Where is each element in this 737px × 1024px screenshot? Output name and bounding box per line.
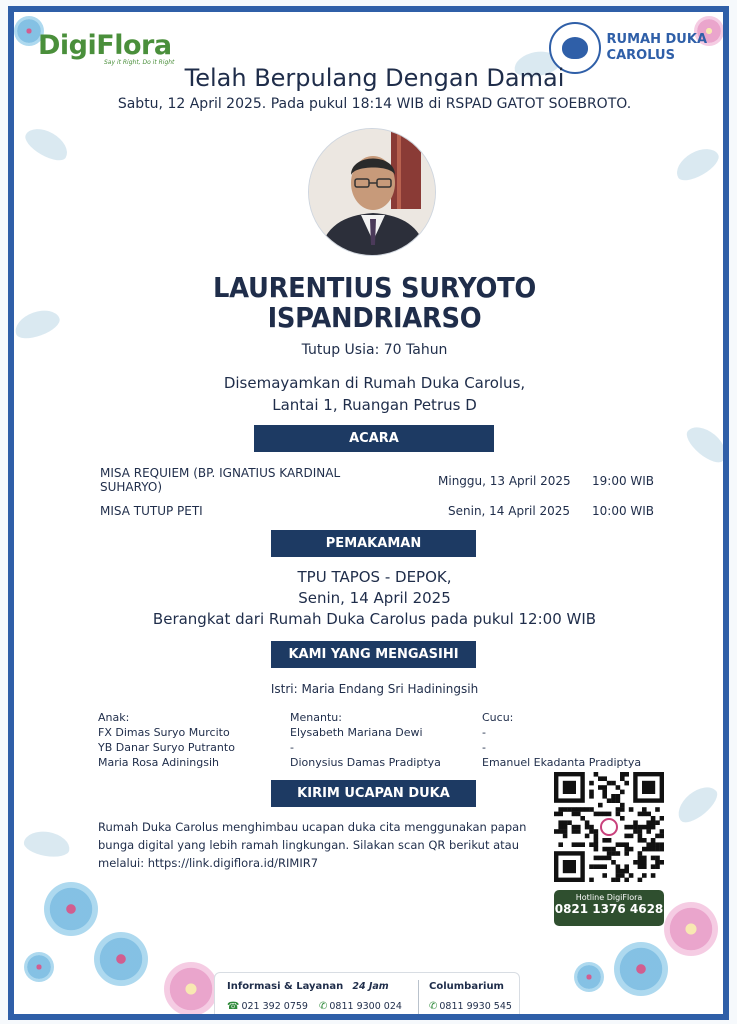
event-1-date: Minggu, 13 April 2025 — [438, 474, 571, 488]
family-member: Elysabeth Mariana Dewi — [290, 726, 423, 739]
family-member: - — [482, 741, 486, 754]
event-2-time: 10:00 WIB — [592, 504, 655, 518]
info-label-group — [227, 981, 389, 992]
family-column-header: Cucu: — [482, 711, 514, 724]
laid-in-state-line1: Disemayamkan di Rumah Duka Carolus, — [223, 374, 526, 392]
info-label: Informasi & Layanan — [227, 981, 344, 992]
event-2-name: MISA TUTUP PETI — [100, 504, 203, 518]
condolence-line1: Rumah Duka Carolus menghimbau ucapan duka cita menggunakan papan — [98, 820, 527, 834]
family-member: Emanuel Ekadanta Pradiptya — [482, 756, 642, 769]
whatsapp-number: 0811 9300 024 — [329, 1001, 402, 1012]
border-frame — [8, 6, 729, 1020]
leaf-decoration — [21, 122, 73, 166]
digiflora-tagline: Say it Right, Do it Right — [104, 59, 175, 66]
event-2-date: Senin, 14 April 2025 — [448, 504, 571, 518]
leaf-decoration — [672, 780, 723, 828]
leaf-decoration — [682, 420, 729, 468]
family-member: Dionysius Damas Pradiptya — [290, 756, 441, 769]
columbarium-label: Columbarium — [429, 981, 504, 992]
flower-decoration — [164, 962, 218, 1016]
carolus-wordmark — [607, 32, 707, 64]
whatsapp-icon: ✆ — [319, 1001, 328, 1012]
family-column-header: Anak: — [98, 711, 130, 724]
leaf-decoration — [671, 142, 723, 186]
family-member: - — [290, 741, 294, 754]
flower-decoration — [44, 882, 98, 936]
laid-in-state-line2: Lantai 1, Ruangan Petrus D — [272, 396, 477, 414]
columbarium-contact[interactable] — [429, 1001, 512, 1012]
family-member: Maria Rosa Adiningsih — [98, 756, 220, 769]
family-column-children — [98, 710, 235, 770]
spouse: Istri: Maria Endang Sri Hadiningsih — [270, 682, 479, 696]
phone-number: 021 392 0759 — [241, 1001, 308, 1012]
family-column-grandchildren — [482, 710, 641, 770]
flower-decoration — [664, 902, 718, 956]
pemakaman-heading: PEMAKAMAN — [271, 530, 476, 557]
event-1-name-line2: SUHARYO) — [100, 480, 163, 494]
event-1-time: 19:00 WIB — [592, 474, 655, 488]
hotline-badge[interactable] — [554, 890, 664, 926]
burial-date: Senin, 14 April 2025 — [298, 589, 451, 607]
service-hours: 24 Jam — [352, 981, 389, 992]
hotline-label: Hotline DigiFlora — [575, 893, 643, 902]
carolus-line1: RUMAH DUKA — [606, 32, 707, 47]
digiflora-logo — [38, 30, 174, 66]
event-1-name — [100, 466, 340, 494]
flower-decoration — [94, 932, 148, 986]
family-column-in-laws — [290, 710, 441, 770]
deceased-photo — [308, 128, 436, 256]
whatsapp-icon: ✆ — [429, 1001, 438, 1012]
family-heading: KAMI YANG MENGASIHI — [271, 641, 476, 668]
carolus-line2: CAROLUS — [606, 48, 675, 63]
deceased-age: Tutup Usia: 70 Tahun — [301, 342, 448, 358]
condolence-link[interactable]: melalui: https://link.digiflora.id/RIMIR7 — [98, 856, 319, 870]
flower-decoration — [614, 942, 668, 996]
condolence-text — [98, 818, 526, 872]
deceased-name-line1: LAURENTIUS SURYOTO — [212, 271, 537, 304]
family-member: FX Dimas Suryo Murcito — [98, 726, 230, 739]
columbarium-number: 0811 9930 545 — [439, 1001, 512, 1012]
acara-heading: ACARA — [254, 425, 494, 452]
leaf-decoration — [22, 828, 71, 860]
announcement-title: Telah Berpulang Dengan Damai — [184, 64, 565, 92]
event-1-name-line1: MISA REQUIEM (BP. IGNATIUS KARDINAL — [100, 466, 341, 480]
contact-footer — [214, 972, 520, 1020]
phone-contact[interactable] — [227, 1001, 308, 1012]
family-column-header: Menantu: — [290, 711, 342, 724]
phone-icon: ☎ — [227, 1001, 240, 1012]
digiflora-name: DigiFlora — [38, 30, 172, 61]
burial-departure: Berangkat dari Rumah Duka Carolus pada pukul 12:00 WIB — [152, 610, 597, 628]
deceased-name-line2: ISPANDRIARSO — [267, 301, 482, 334]
flower-decoration — [24, 952, 54, 982]
condolence-line2: bunga digital yang lebih ramah lingkungan. Silakan scan QR berikut atau — [98, 838, 519, 852]
announcement-subtitle: Sabtu, 12 April 2025. Pada pukul 18:14 WIB di RSPAD GATOT SOEBROTO. — [117, 96, 632, 112]
whatsapp-contact[interactable] — [319, 1001, 402, 1012]
flower-decoration — [574, 962, 604, 992]
hotline-number: 0821 1376 4628 — [554, 902, 664, 916]
qr-code[interactable] — [554, 772, 664, 882]
condolence-heading: KIRIM UCAPAN DUKA — [271, 780, 476, 807]
family-member: YB Danar Suryo Putranto — [98, 741, 235, 754]
family-member: - — [482, 726, 486, 739]
footer-divider — [418, 980, 419, 1014]
burial-location: TPU TAPOS - DEPOK, — [297, 568, 452, 586]
